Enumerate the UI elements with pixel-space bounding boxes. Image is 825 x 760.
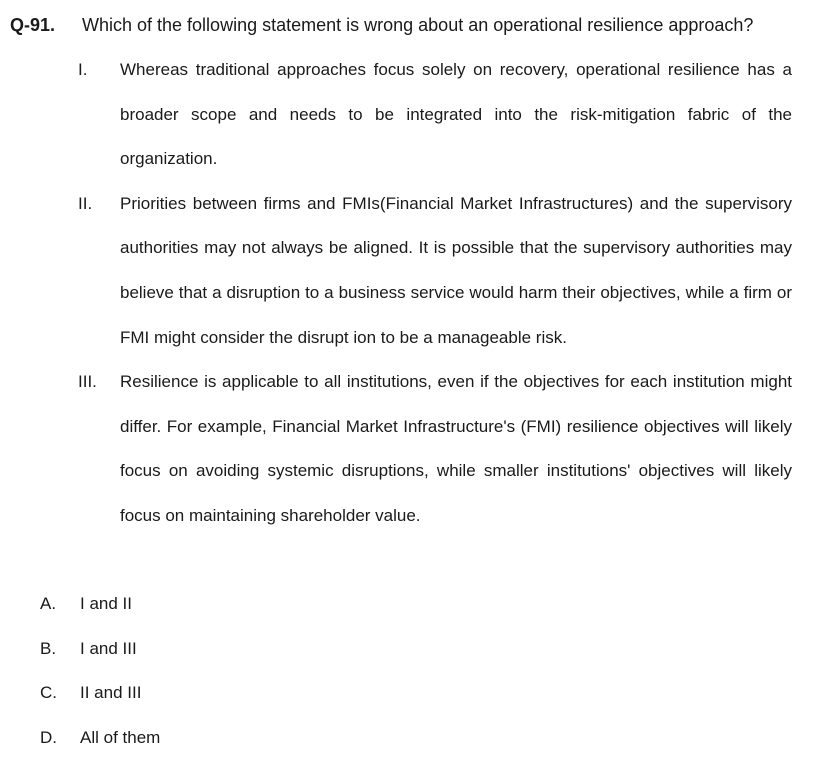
statement-text: Resilience is applicable to all institutions, even if the objectives for each institution might differ. For example, Financial Market Infrastructure's (FMI) resilience objectives will likely focus on avoiding systemic disruptions, while smaller institutions' objectives will likely focus on maintaining shareholder value. [120, 372, 792, 525]
option-text: All of them [80, 727, 161, 747]
option-text: I and II [80, 594, 132, 613]
statement-item [78, 182, 792, 360]
question-text: Which of the following statement is wrong about an operational resilience approach? [82, 15, 754, 35]
answer-options [40, 582, 440, 760]
statement-item [78, 360, 792, 538]
statement-numeral: III. [78, 372, 97, 392]
statement-numeral: I. [78, 60, 88, 79]
option-letter: A. [40, 594, 57, 613]
option-d[interactable] [40, 716, 440, 760]
option-a[interactable] [40, 582, 440, 627]
option-c[interactable] [40, 671, 440, 716]
option-letter: D. [40, 727, 57, 747]
question-number: Q-91. [10, 15, 56, 35]
statement-item [78, 48, 792, 182]
option-text: II and III [80, 683, 142, 703]
option-letter: B. [40, 638, 57, 658]
statement-list [78, 48, 792, 539]
statement-text: Priorities between firms and FMIs(Financial Market Infrastructures) and the supervisory authorities may not always be aligned. It is possible that the supervisory authorities may believe that a disruption to a business service would harm their objectives, while a firm or FMI might consider the disrupt ion to be a manageable risk. [120, 193, 792, 347]
statement-numeral: II. [78, 193, 93, 213]
option-b[interactable] [40, 627, 440, 672]
option-text: I and III [80, 638, 137, 658]
question-header [10, 12, 805, 38]
option-letter: C. [40, 683, 57, 703]
statement-text: Whereas traditional approaches focus solely on recovery, operational resilience has a broader scope and needs to be integrated into the risk-mitigation fabric of the organization. [120, 60, 792, 169]
